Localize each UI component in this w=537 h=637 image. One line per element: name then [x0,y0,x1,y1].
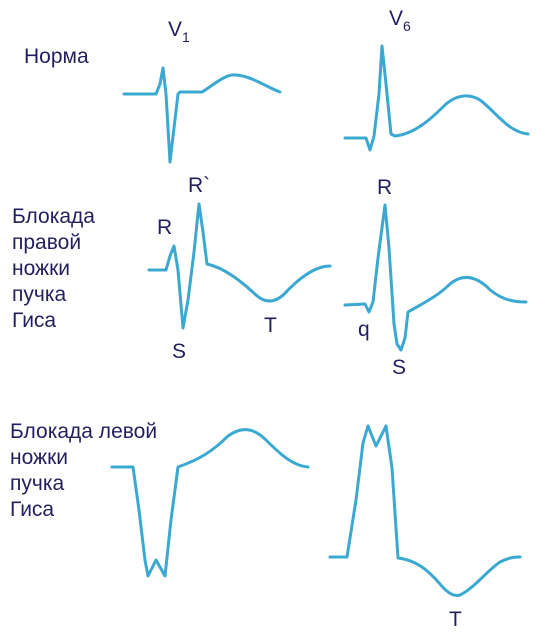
lead-header-v1: $V_1$ [168,18,190,45]
rbbb-v1-s-label: S [172,340,187,363]
rbbb-v6-q-label: q [358,318,370,341]
row-label-normal: Норма [24,45,89,68]
row-label-rbbb: Блокада правой ножки пучка Гиса [12,205,95,332]
rbbb-v6-r-label: R [377,176,393,199]
normal-v1-wave [124,68,280,162]
rbbb-v1-t-label: T [264,314,277,337]
rbbb-v1-wave [149,204,330,328]
rbbb-v1-r-prime-label: R` [188,174,211,197]
lead-header-v6: $V_6$ [389,7,411,34]
row-label-lbbb: Блокада левой ножки пучка Гиса [10,420,158,521]
normal-v6-wave [345,46,528,150]
rbbb-v6-s-label: S [392,356,407,379]
rbbb-v6-wave [345,205,526,350]
lbbb-v1-wave [112,430,308,576]
lbbb-v6-wave [330,426,520,596]
rbbb-v1-r-label: R [157,216,173,239]
lbbb-v6-t-label: T [449,608,462,631]
